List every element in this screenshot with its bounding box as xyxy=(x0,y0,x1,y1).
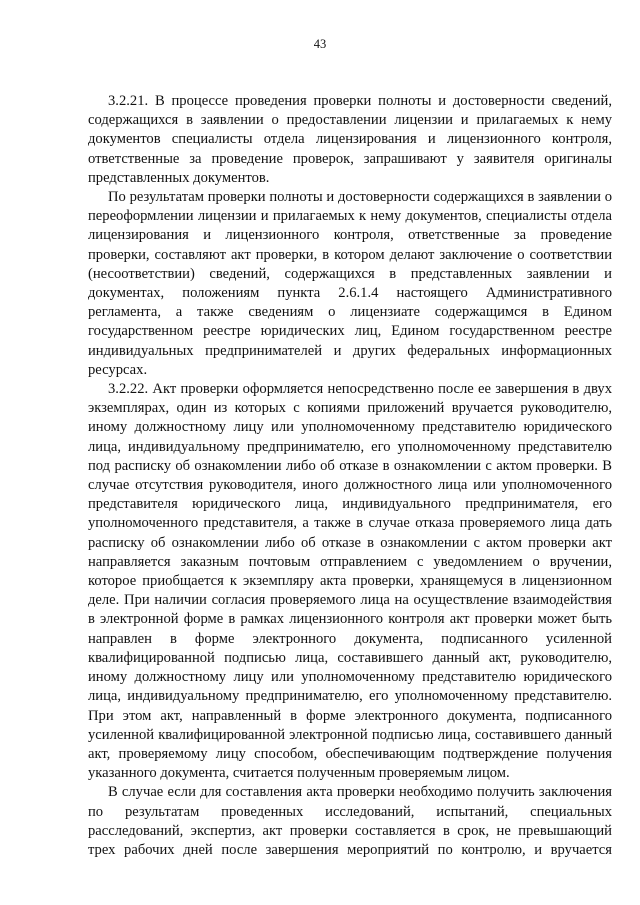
paragraph-3-2-21: 3.2.21. В процессе проведения проверки полноты и достоверности сведений, содержащихся в заявлении о предоставлении лицензии и прилагаемых к нему документов специалисты отдела лицензирования и лицензионного контроля, ответственные за проведение проверок, запрашивают у заявителя оригиналы представленных документов. xyxy=(88,93,612,186)
document-body xyxy=(88,92,612,860)
paragraph-3-2-22: 3.2.22. Акт проверки оформляется непосредственно после ее завершения в двух экземплярах, один из которых с копиями приложений вручается руководителю, иному должностному лицу или уполномоченному представителю юридического лица, индивидуальному предпринимателю, его уполномоченному представителю под расписку об ознакомлении либо об отказе в ознакомлении с актом проверки. В случае отсутствия руководителя, иного должностного лица или уполномоченного представителя юридического лица, индивидуального предпринимателя, его уполномоченного представителя, а также в случае отказа проверяемого лица дать расписку об ознакомлении либо об отказе в ознакомлении с актом проверки акт направляется заказным почтовым отправлением с уведомлением о вручении, которое приобщается к экземпляру акта проверки, хранящемуся в лицензионном деле. При наличии согласия проверяемого лица на осуществление взаимодействия в электронной форме в рамках лицензионного контроля акт проверки может быть направлен в форме электронного документа, подписанного усиленной квалифицированной подписью лица, составившего данный акт, руководителю, иному должностному лицу или уполномоченному представителю юридического лица, индивидуальному предпринимателю, его уполномоченному представителю. При этом акт, направленный в форме электронного документа, подписанного усиленной квалифицированной электронной подписью лица, составившего данный акт, проверяемому лицу способом, обеспечивающим подтверждение получения указанного документа, считается полученным проверяемым лицом. xyxy=(88,381,612,782)
paragraph-expert-conclusions: В случае если для составления акта проверки необходимо получить заключения по результатам проведенных исследований, испытаний, специальных расследований, экспертиз, акт проверки составляется в срок, не превышающий трех рабочих дней после завершения мероприятий по контролю, и вручается xyxy=(88,784,612,858)
paragraph-verification-results: По результатам проверки полноты и достоверности содержащихся в заявлении о переоформлении лицензии и прилагаемых к нему документов, специалисты отдела лицензирования и лицензионного контроля, ответственные за проведение проверки, составляют акт проверки, в котором делают заключение о соответствии (несоответствии) сведений, содержащихся в представленных заявлении и документах, положениям пункта 2.6.1.4 настоящего Административного регламента, а также сведениям о лицензиате содержащимся в Едином государственном реестре юридических лиц, Едином государственном реестре индивидуальных предпринимателей и других федеральных информационных ресурсах. xyxy=(88,189,612,378)
page-number: 43 xyxy=(313,37,327,51)
